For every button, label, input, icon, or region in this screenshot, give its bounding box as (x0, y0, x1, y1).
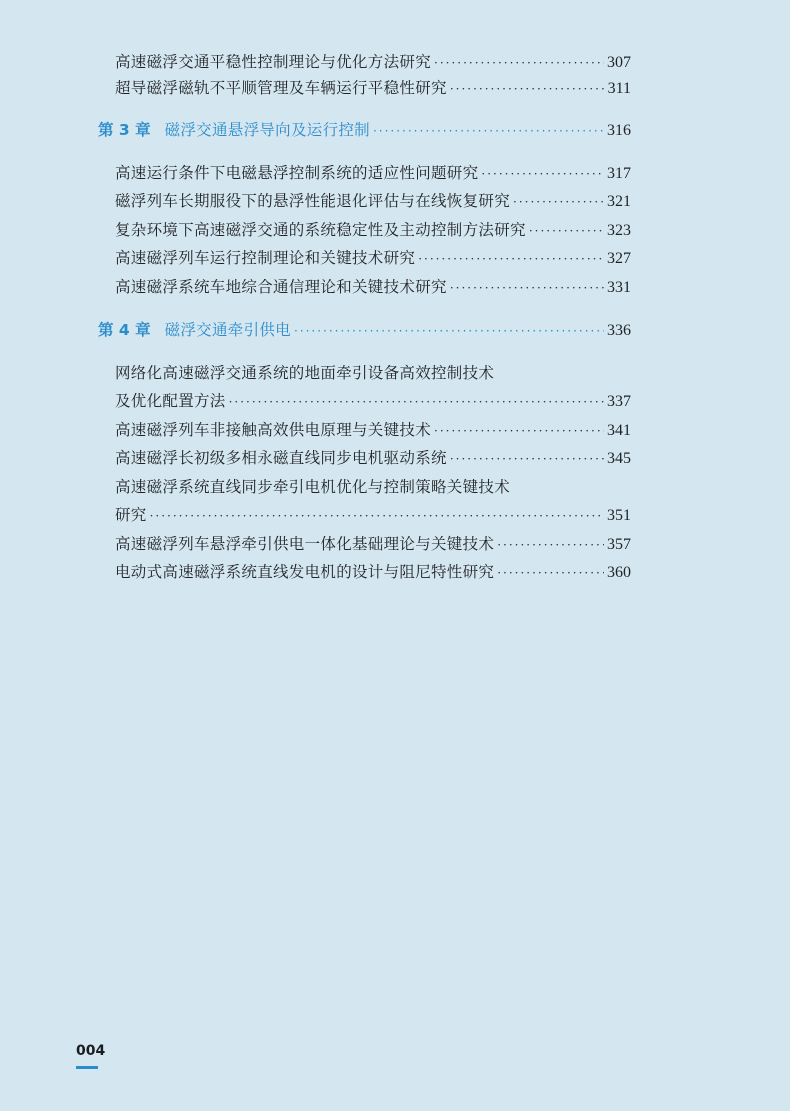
toc-entry-page: 360 (607, 564, 631, 581)
page-number-underline (76, 1066, 98, 1069)
toc-entry-page: 327 (607, 250, 631, 267)
dot-leader (434, 52, 604, 74)
dot-leader (529, 220, 604, 242)
toc-entry (115, 390, 631, 412)
toc-entry-title: 高速运行条件下电磁悬浮控制系统的适应性问题研究 (115, 164, 479, 182)
toc-entry-page: 331 (607, 279, 631, 296)
chapter-page: 316 (607, 122, 631, 139)
chapter-number: 第 3 章 (98, 121, 151, 139)
toc-entry (115, 276, 631, 298)
dot-leader (373, 120, 604, 142)
toc-entry-page: 341 (607, 422, 631, 439)
toc-entry-page: 323 (607, 222, 631, 239)
toc-entry-title-line1: 高速磁浮系统直线同步牵引电机优化与控制策略关键技术 (115, 478, 511, 496)
dot-leader (434, 420, 604, 442)
chapter-heading-4 (98, 319, 631, 341)
toc-entry-title: 高速磁浮交通平稳性控制理论与优化方法研究 (115, 53, 432, 71)
toc-entry (115, 51, 631, 73)
toc-entry-title-line2: 及优化配置方法 (115, 392, 226, 410)
chapter-title: 磁浮交通悬浮导向及运行控制 (164, 121, 370, 139)
toc-entry-title: 高速磁浮列车非接触高效供电原理与关键技术 (115, 421, 432, 439)
dot-leader (150, 505, 604, 527)
chapter-page: 336 (607, 322, 631, 339)
toc-entry (115, 533, 631, 555)
toc-entry-page: 357 (607, 536, 631, 553)
toc-entry (115, 77, 631, 99)
dot-leader (418, 248, 604, 270)
toc-entry-page: 351 (607, 507, 631, 524)
toc-entry (115, 419, 631, 441)
toc-entry (115, 190, 631, 212)
chapter-heading-3 (98, 119, 631, 141)
toc-entry (115, 247, 631, 269)
toc-entry (115, 561, 631, 583)
chapter-number: 第 4 章 (98, 321, 151, 339)
toc-entry (115, 504, 631, 526)
toc-entry (115, 447, 631, 469)
dot-leader (294, 320, 604, 342)
toc-entry-page: 311 (607, 80, 631, 97)
toc-entry-page: 345 (607, 450, 631, 467)
dot-leader (497, 562, 604, 584)
toc-entry-title: 高速磁浮列车悬浮牵引供电一体化基础理论与关键技术 (115, 535, 495, 553)
toc-entry-title: 高速磁浮长初级多相永磁直线同步电机驱动系统 (115, 449, 447, 467)
toc-entry-title: 磁浮列车长期服役下的悬浮性能退化评估与在线恢复研究 (115, 192, 511, 210)
dot-leader (450, 78, 605, 100)
dot-leader (513, 191, 604, 213)
dot-leader (481, 163, 604, 185)
toc-entry-page: 307 (607, 54, 631, 71)
dot-leader (450, 277, 604, 299)
toc-entry-title: 电动式高速磁浮系统直线发电机的设计与阻尼特性研究 (115, 563, 495, 581)
toc-entry-title-line1: 网络化高速磁浮交通系统的地面牵引设备高效控制技术 (115, 364, 495, 382)
toc-entry-title: 超导磁浮磁轨不平顺管理及车辆运行平稳性研究 (115, 79, 447, 97)
page-number: 004 (76, 1043, 106, 1059)
toc-entry-page: 317 (607, 165, 631, 182)
toc-entry-title: 高速磁浮系统车地综合通信理论和关键技术研究 (115, 278, 447, 296)
toc-entry-page: 337 (607, 393, 631, 410)
toc-entry-title: 复杂环境下高速磁浮交通的系统稳定性及主动控制方法研究 (115, 221, 526, 239)
toc-entry-title-line2: 研究 (115, 506, 147, 524)
toc-entry (115, 219, 631, 241)
toc-entry-page: 321 (607, 193, 631, 210)
toc-entry-title: 高速磁浮列车运行控制理论和关键技术研究 (115, 249, 416, 267)
dot-leader (497, 534, 604, 556)
dot-leader (229, 391, 604, 413)
chapter-title: 磁浮交通牵引供电 (164, 321, 291, 339)
toc-entry (115, 162, 631, 184)
dot-leader (450, 448, 604, 470)
